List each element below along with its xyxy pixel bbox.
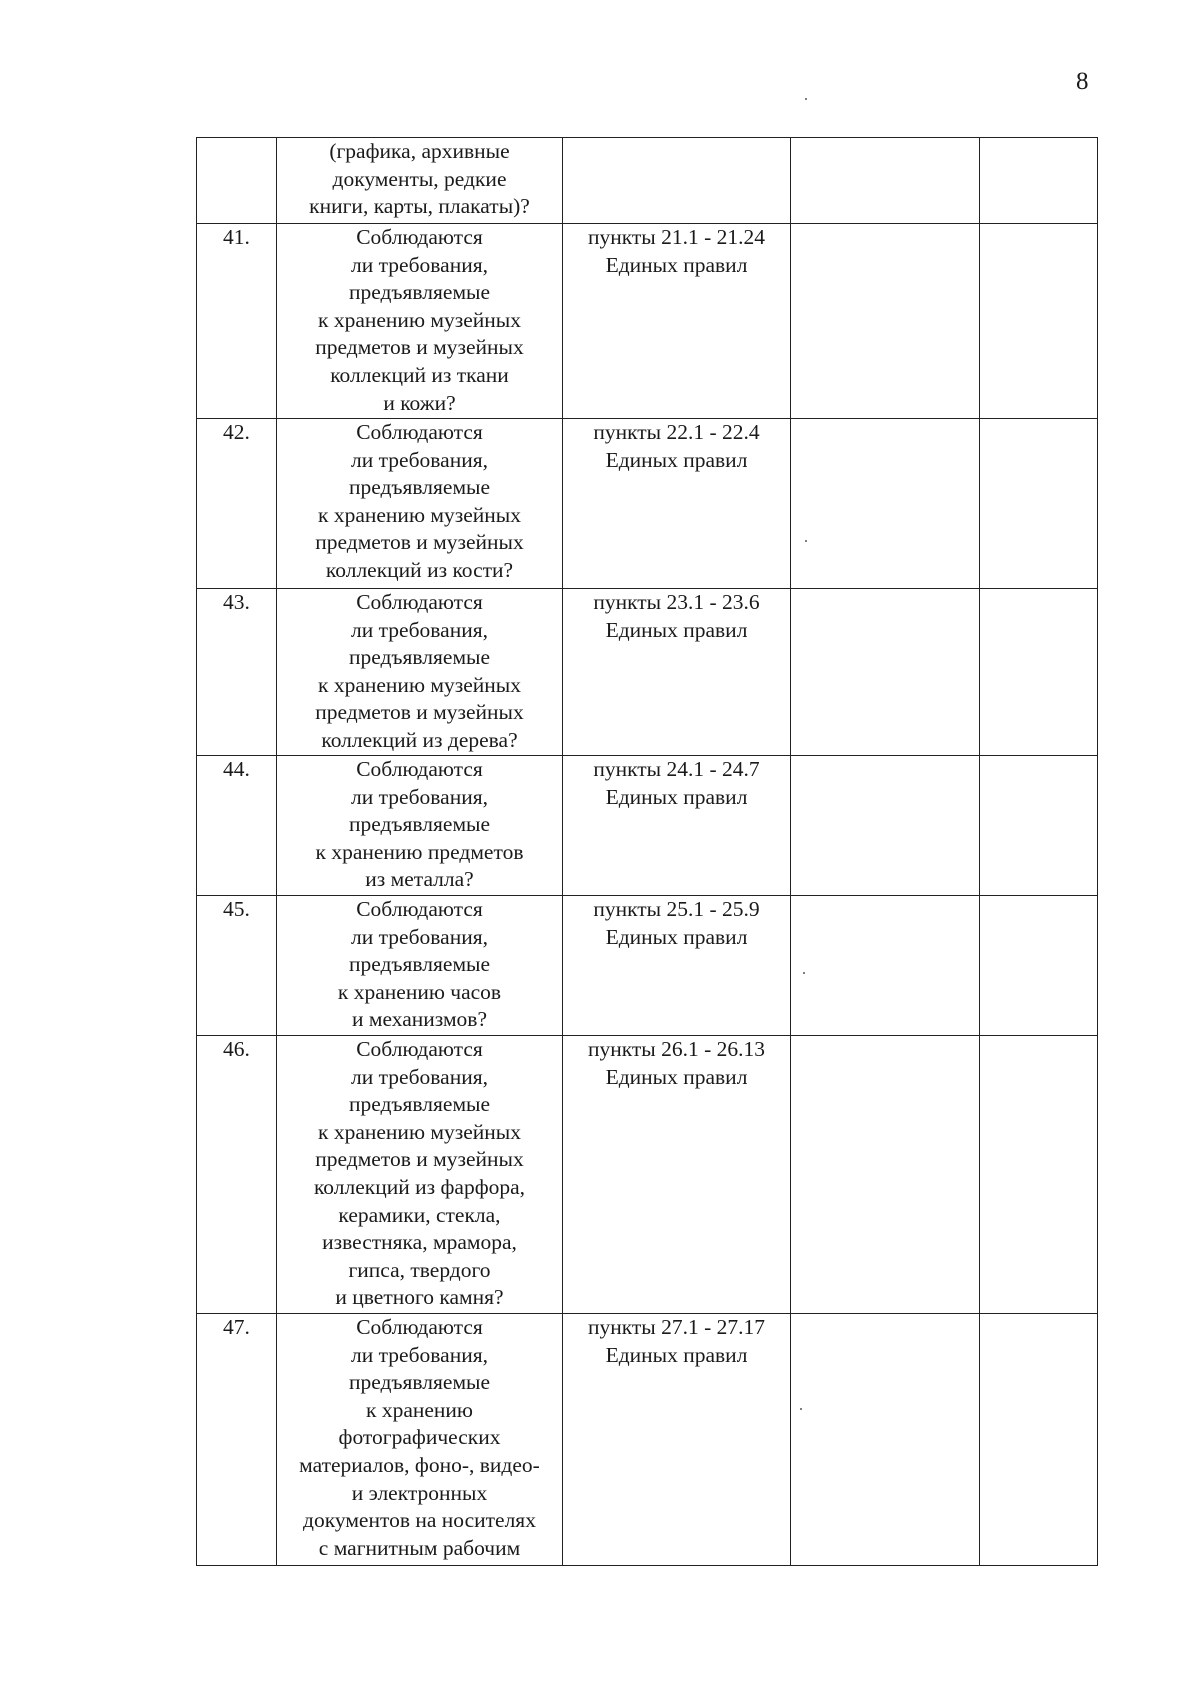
reference-line: Единых правил — [605, 924, 748, 949]
checklist-table — [196, 137, 1098, 1566]
question-line: с магнитным рабочим — [318, 1535, 521, 1560]
question-line: керамики, стекла, — [338, 1202, 501, 1227]
table-row — [197, 419, 1098, 589]
question-cell — [277, 419, 563, 589]
answer-cell[interactable] — [791, 138, 980, 224]
question-line: Соблюдаются — [356, 420, 483, 444]
row-number-cell — [197, 138, 277, 224]
question-line: ли требования, — [351, 784, 488, 809]
note-cell[interactable] — [980, 1036, 1098, 1314]
note-cell[interactable] — [980, 224, 1098, 419]
answer-cell[interactable] — [791, 896, 980, 1036]
question-line: ли требования, — [351, 447, 488, 472]
note-cell[interactable] — [980, 419, 1098, 589]
note-cell[interactable] — [980, 756, 1098, 896]
question-line: документы, редкие — [332, 166, 507, 191]
row-number-cell — [197, 1314, 277, 1566]
question-line: предъявляемые — [348, 1092, 491, 1117]
question-cell — [277, 896, 563, 1036]
question-line: ли требования, — [351, 1064, 488, 1089]
reference-line: Единых правил — [605, 1064, 748, 1089]
question-line: предъявляемые — [348, 645, 491, 670]
question-line: из металла? — [365, 867, 474, 892]
question-line: к хранению музейных — [318, 672, 521, 697]
question-line: документов на носителях — [303, 1508, 536, 1533]
question-cell — [277, 756, 563, 896]
reference-cell — [563, 589, 791, 756]
table-row — [197, 1314, 1098, 1566]
note-cell[interactable] — [980, 138, 1098, 224]
question-line: коллекций из кости? — [325, 557, 514, 582]
reference-line: пункты 21.1 - 21.24 — [587, 225, 766, 249]
scan-speck — [803, 972, 805, 974]
question-line: предъявляемые — [348, 812, 491, 837]
question-line: предъявляемые — [348, 280, 491, 305]
question-cell — [277, 1036, 563, 1314]
reference-line: Единых правил — [605, 1342, 748, 1367]
table-row — [197, 896, 1098, 1036]
row-number: 41. — [223, 225, 250, 249]
question-line: к хранению — [366, 1397, 473, 1422]
question-line: Соблюдаются — [356, 757, 483, 781]
question-line: и цветного камня? — [335, 1285, 504, 1310]
question-cell — [277, 224, 563, 419]
question-line: (графика, архивные — [329, 139, 510, 163]
reference-cell — [563, 138, 791, 224]
question-line: Соблюдаются — [356, 590, 483, 614]
reference-line: пункты 27.1 - 27.17 — [587, 1315, 766, 1339]
question-cell — [277, 1314, 563, 1566]
table-row — [197, 1036, 1098, 1314]
answer-cell[interactable] — [791, 224, 980, 419]
question-line: к хранению музейных — [318, 307, 521, 332]
answer-cell[interactable] — [791, 419, 980, 589]
question-line: коллекций из дерева? — [321, 727, 518, 752]
table-body — [197, 138, 1098, 1566]
reference-line: Единых правил — [605, 252, 748, 277]
question-line: предъявляемые — [348, 475, 491, 500]
page-number: 8 — [1076, 68, 1089, 95]
note-cell[interactable] — [980, 589, 1098, 756]
question-line: ли требования, — [351, 924, 488, 949]
question-line: к хранению часов — [337, 979, 502, 1004]
question-line: предметов и музейных — [315, 1147, 524, 1172]
reference-line: пункты 24.1 - 24.7 — [593, 757, 760, 781]
scan-speck — [805, 98, 807, 100]
row-number-cell — [197, 896, 277, 1036]
reference-cell — [563, 896, 791, 1036]
reference-line: пункты 22.1 - 22.4 — [593, 420, 760, 444]
table-row — [197, 756, 1098, 896]
row-number: 47. — [223, 1315, 250, 1339]
reference-cell — [563, 419, 791, 589]
question-line: предъявляемые — [348, 1370, 491, 1395]
row-number-cell — [197, 1036, 277, 1314]
reference-cell — [563, 756, 791, 896]
question-line: ли требования, — [351, 1342, 488, 1367]
scan-speck — [805, 540, 807, 542]
question-line: гипса, твердого — [348, 1257, 491, 1282]
question-line: к хранению музейных — [318, 502, 521, 527]
question-line: Соблюдаются — [356, 225, 483, 249]
answer-cell[interactable] — [791, 1036, 980, 1314]
reference-cell — [563, 1036, 791, 1314]
question-line: коллекций из фарфора, — [313, 1174, 526, 1199]
reference-cell — [563, 1314, 791, 1566]
question-cell — [277, 138, 563, 224]
question-line: предметов и музейных — [315, 335, 524, 360]
answer-cell[interactable] — [791, 756, 980, 896]
question-line: к хранению музейных — [318, 1119, 521, 1144]
reference-line: пункты 23.1 - 23.6 — [593, 590, 760, 614]
question-line: ли требования, — [351, 252, 488, 277]
question-line: и кожи? — [383, 390, 456, 415]
reference-line: пункты 25.1 - 25.9 — [593, 897, 760, 921]
row-number-cell — [197, 589, 277, 756]
reference-cell — [563, 224, 791, 419]
note-cell[interactable] — [980, 896, 1098, 1036]
question-line: коллекций из ткани — [330, 362, 509, 387]
reference-line: Единых правил — [605, 617, 748, 642]
table-row — [197, 138, 1098, 224]
question-line: известняка, мрамора, — [322, 1230, 517, 1255]
row-number: 44. — [223, 757, 250, 781]
row-number-cell — [197, 419, 277, 589]
row-number-cell — [197, 756, 277, 896]
reference-line: Единых правил — [605, 447, 748, 472]
question-cell — [277, 589, 563, 756]
question-line: к хранению предметов — [315, 839, 524, 864]
question-line: и электронных — [351, 1480, 488, 1505]
question-line: Соблюдаются — [356, 1037, 483, 1061]
row-number: 43. — [223, 590, 250, 614]
question-line: предметов и музейных — [315, 530, 524, 555]
answer-cell[interactable] — [791, 589, 980, 756]
note-cell[interactable] — [980, 1314, 1098, 1566]
question-line: фотографических — [338, 1425, 501, 1450]
question-line: Соблюдаются — [356, 1315, 483, 1339]
row-number: 42. — [223, 420, 250, 444]
question-line: и механизмов? — [351, 1007, 487, 1032]
row-number: 46. — [223, 1037, 250, 1061]
question-line: ли требования, — [351, 617, 488, 642]
question-line: Соблюдаются — [356, 897, 483, 921]
scan-speck — [800, 1408, 802, 1410]
question-line: книги, карты, плакаты)? — [309, 194, 530, 219]
row-number: 45. — [223, 897, 250, 921]
question-line: материалов, фоно-, видео- — [299, 1452, 540, 1477]
question-line: предъявляемые — [348, 952, 491, 977]
question-line: предметов и музейных — [315, 700, 524, 725]
answer-cell[interactable] — [791, 1314, 980, 1566]
row-number-cell — [197, 224, 277, 419]
reference-line: пункты 26.1 - 26.13 — [587, 1037, 766, 1061]
table-row — [197, 224, 1098, 419]
reference-line: Единых правил — [605, 784, 748, 809]
table-row — [197, 589, 1098, 756]
